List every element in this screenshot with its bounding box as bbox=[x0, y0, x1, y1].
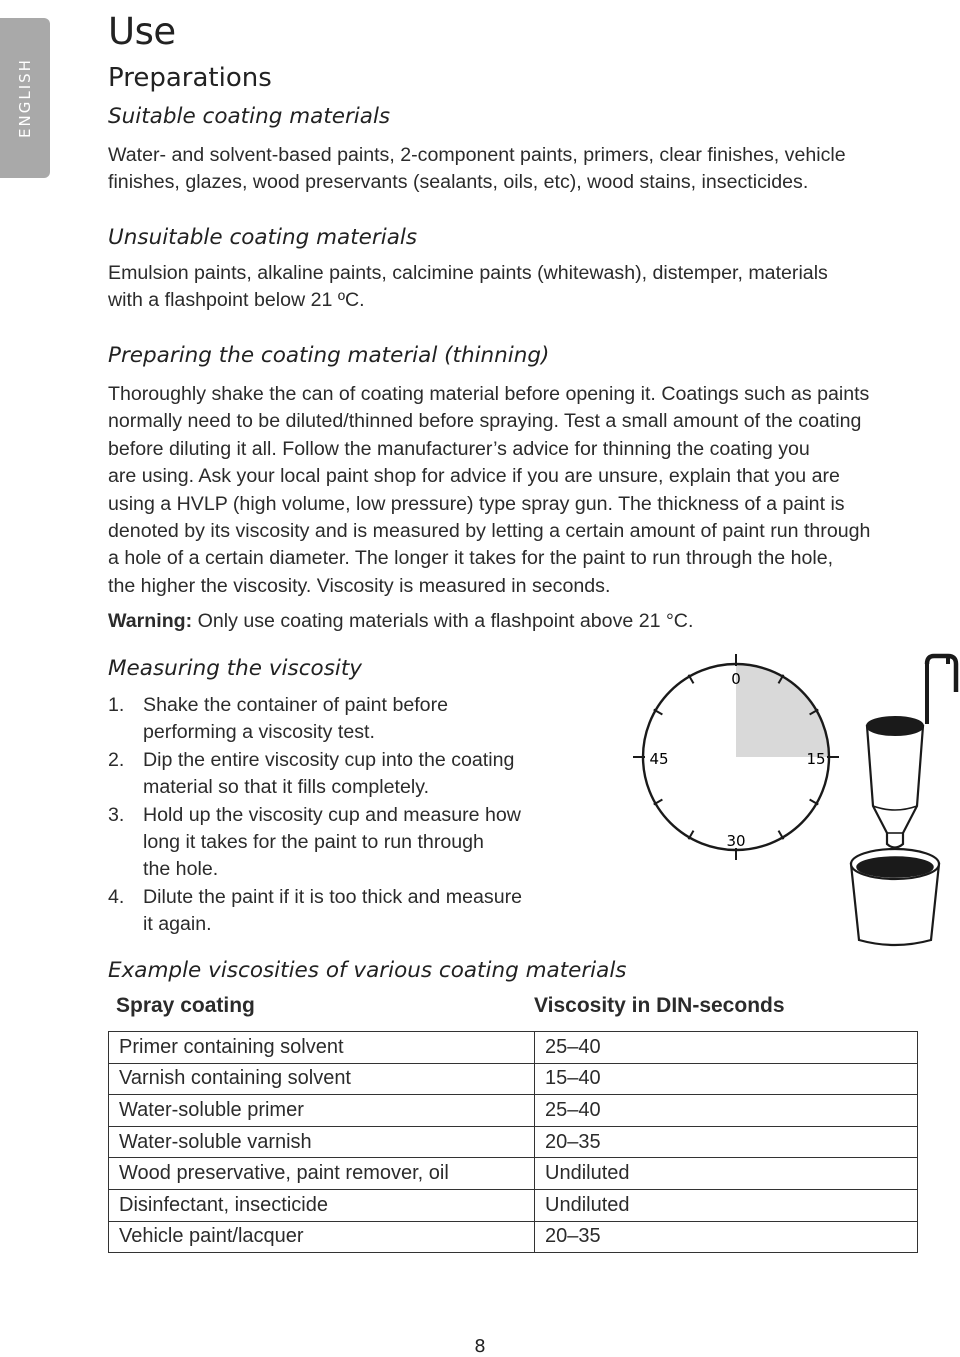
table-row bbox=[109, 1189, 918, 1221]
text-line: Water- and solvent-based paints, 2-component paints, primers, clear finishes, vehicle bbox=[108, 144, 846, 166]
text-line: Dip the entire viscosity cup into the coating bbox=[143, 748, 515, 771]
text-line: Hold up the viscosity cup and measure how bbox=[143, 803, 521, 826]
unsuitable-text bbox=[108, 260, 953, 315]
preparing-text bbox=[108, 381, 953, 600]
dial-label-left: 45 bbox=[649, 750, 669, 768]
dial-label-top: 0 bbox=[731, 670, 741, 688]
warning-note bbox=[108, 608, 693, 635]
material-cell: Water-soluble varnish bbox=[109, 1126, 535, 1158]
table-row bbox=[109, 1158, 918, 1190]
viscosity-cell: 25–40 bbox=[535, 1095, 918, 1127]
text-line: denoted by its viscosity and is measured by letting a certain amount of paint run through bbox=[108, 520, 871, 543]
text-line: the hole. bbox=[143, 858, 219, 881]
table-row bbox=[109, 1063, 918, 1095]
step-item bbox=[108, 747, 588, 802]
cup-hook bbox=[927, 656, 956, 692]
step-number: 1. bbox=[108, 694, 125, 716]
step-number: 3. bbox=[108, 803, 125, 826]
text-line: with a flashpoint below 21 ºC. bbox=[108, 289, 365, 312]
example-heading: Example viscosities of various coating materials bbox=[108, 958, 627, 983]
step-item bbox=[108, 692, 588, 747]
text-line: Thoroughly shake the can of coating material before opening it. Coatings such as paints bbox=[108, 383, 870, 405]
viscosity-cell: Undiluted bbox=[535, 1158, 918, 1190]
illustration-svg bbox=[630, 652, 960, 952]
dial-label-right: 15 bbox=[806, 750, 826, 768]
col-header-spray-coating: Spray coating bbox=[116, 994, 255, 1017]
dial-label-bottom: 30 bbox=[726, 832, 746, 850]
col-header-viscosity: Viscosity in DIN-seconds bbox=[534, 994, 785, 1017]
viscosity-cell: 20–35 bbox=[535, 1126, 918, 1158]
viscosity-cell: 20–35 bbox=[535, 1221, 918, 1253]
text-line: long it takes for the paint to run through bbox=[143, 831, 484, 854]
table-row bbox=[109, 1126, 918, 1158]
table-row bbox=[109, 1032, 918, 1064]
material-cell: Vehicle paint/lacquer bbox=[109, 1221, 535, 1253]
page-number: 8 bbox=[474, 1336, 486, 1357]
preparing-heading: Preparing the coating material (thinning) bbox=[108, 343, 550, 368]
text-line: finishes, glazes, wood preservants (sealants, oils, etc), wood stains, insecticides. bbox=[108, 171, 809, 194]
viscosity-test-illustration bbox=[630, 652, 960, 952]
page-title: Use bbox=[108, 10, 176, 53]
text-line: material so that it fills completely. bbox=[143, 776, 430, 799]
step-number: 2. bbox=[108, 748, 125, 771]
text-line: performing a viscosity test. bbox=[143, 721, 375, 744]
step-number: 4. bbox=[108, 885, 125, 908]
material-cell: Primer containing solvent bbox=[109, 1032, 535, 1064]
warning-label: Warning: bbox=[108, 610, 193, 632]
viscosity-cup-icon bbox=[851, 656, 956, 945]
viscosity-cell: 15–40 bbox=[535, 1063, 918, 1095]
text-line: a hole of a certain diameter. The longer it takes for the paint to run through the hole, bbox=[108, 547, 834, 570]
text-line: it again. bbox=[143, 913, 212, 936]
text-line: before diluting it all. Follow the manufacturer’s advice for thinning the coating you bbox=[108, 437, 810, 460]
material-cell: Wood preservative, paint remover, oil bbox=[109, 1158, 535, 1190]
text-line: the higher the viscosity. Viscosity is measured in seconds. bbox=[108, 574, 611, 597]
text-line: Dilute the paint if it is too thick and measure bbox=[143, 885, 523, 908]
step-item bbox=[108, 802, 588, 884]
language-tab bbox=[0, 18, 50, 178]
material-cell: Disinfectant, insecticide bbox=[109, 1189, 535, 1221]
suitable-heading: Suitable coating materials bbox=[108, 104, 391, 129]
text-line: are using. Ask your local paint shop for advice if you are unsure, explain that you are bbox=[108, 465, 840, 488]
step-item bbox=[108, 884, 588, 939]
stopwatch-dial bbox=[633, 654, 839, 860]
table-row bbox=[109, 1095, 918, 1127]
unsuitable-heading: Unsuitable coating materials bbox=[108, 225, 418, 250]
language-tab-label: ENGLISH bbox=[16, 58, 34, 138]
viscosity-cell: Undiluted bbox=[535, 1189, 918, 1221]
cup-body bbox=[867, 726, 923, 848]
warning-text: Only use coating materials with a flashpoint above 21 °C. bbox=[192, 610, 694, 632]
material-cell: Varnish containing solvent bbox=[109, 1063, 535, 1095]
viscosity-cell: 25–40 bbox=[535, 1032, 918, 1064]
measuring-heading: Measuring the viscosity bbox=[108, 656, 363, 681]
text-line: using a HVLP (high volume, low pressure) type spray gun. The thickness of a paint is bbox=[108, 492, 845, 515]
text-line: Emulsion paints, alkaline paints, calcimine paints (whitewash), distemper, materials bbox=[108, 262, 828, 284]
cup-rim bbox=[867, 717, 923, 735]
text-line: Shake the container of paint before bbox=[143, 694, 449, 716]
table-row bbox=[109, 1221, 918, 1253]
container-paint bbox=[857, 857, 933, 877]
material-cell: Water-soluble primer bbox=[109, 1095, 535, 1127]
text-line: normally need to be diluted/thinned before spraying. Test a small amount of the coating bbox=[108, 410, 862, 433]
measuring-steps bbox=[108, 692, 588, 939]
viscosity-table bbox=[108, 1031, 918, 1253]
page-subtitle: Preparations bbox=[108, 63, 272, 93]
suitable-text bbox=[108, 142, 953, 197]
